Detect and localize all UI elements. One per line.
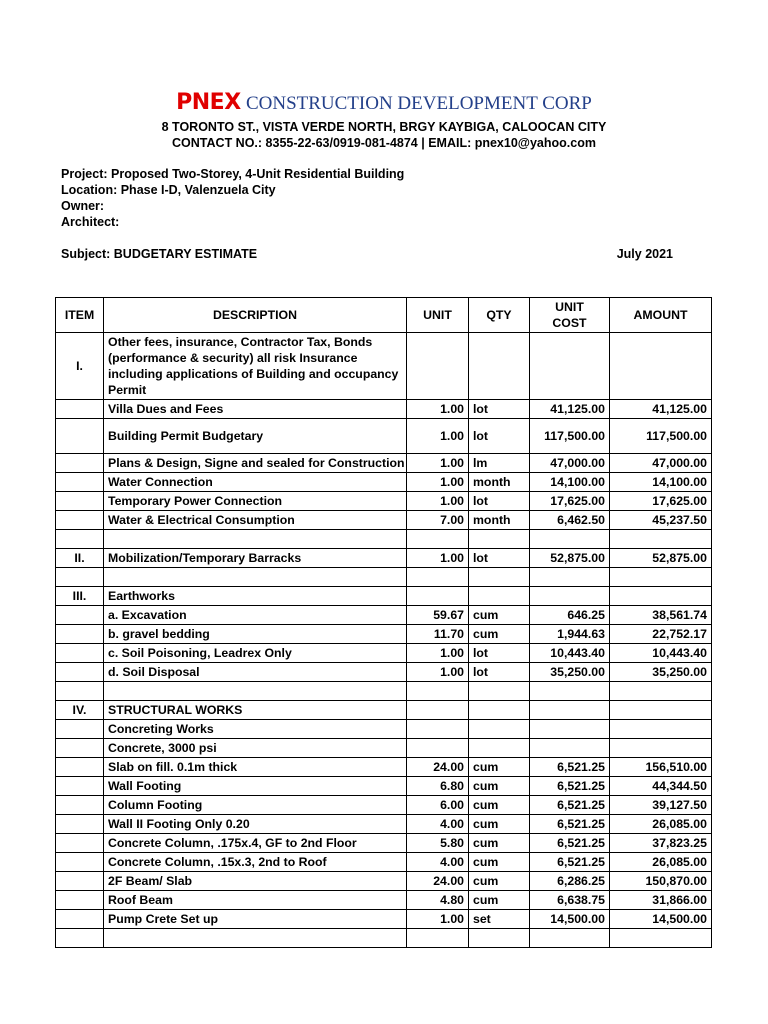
cell-unit: 24.00	[407, 758, 469, 777]
cell-item	[56, 644, 104, 663]
cell-unit-cost	[530, 739, 610, 758]
cell-amount: 44,344.50	[610, 777, 712, 796]
cell-amount: 22,752.17	[610, 625, 712, 644]
table-row	[56, 815, 712, 834]
table-row	[56, 625, 712, 644]
cell-amount: 26,085.00	[610, 853, 712, 872]
cell-amount: 37,823.25	[610, 834, 712, 853]
cell-unit-cost: 17,625.00	[530, 492, 610, 511]
table-row	[56, 419, 712, 454]
header-item: ITEM	[56, 298, 104, 333]
cell-unit-cost: 646.25	[530, 606, 610, 625]
location-line: Location: Phase I-D, Valenzuela City	[61, 183, 276, 197]
cell-unit: 1.00	[407, 473, 469, 492]
cell-qty	[469, 530, 530, 549]
cell-item: IV.	[56, 701, 104, 720]
cell-amount: 117,500.00	[610, 419, 712, 454]
cell-description: Wall Footing	[104, 777, 407, 796]
cell-description: a. Excavation	[104, 606, 407, 625]
project-info	[61, 166, 691, 230]
table-row	[56, 587, 712, 606]
cell-unit-cost: 117,500.00	[530, 419, 610, 454]
cell-unit: 7.00	[407, 511, 469, 530]
cell-description: d. Soil Disposal	[104, 663, 407, 682]
cell-unit	[407, 739, 469, 758]
subject-line: Subject: BUDGETARY ESTIMATE	[61, 247, 258, 261]
cell-qty	[469, 682, 530, 701]
cell-qty: lot	[469, 549, 530, 568]
cell-unit-cost	[530, 333, 610, 400]
table-row	[56, 834, 712, 853]
company-address: 8 TORONTO ST., VISTA VERDE NORTH, BRGY KAYBIGA, CALOOCAN CITY	[161, 120, 607, 134]
cell-description	[104, 568, 407, 587]
cell-unit: 1.00	[407, 549, 469, 568]
cell-item	[56, 929, 104, 948]
cell-item	[56, 682, 104, 701]
header-amount: AMOUNT	[610, 298, 712, 333]
cell-amount: 47,000.00	[610, 454, 712, 473]
table-row	[56, 758, 712, 777]
cell-amount	[610, 333, 712, 400]
project-line: Project: Proposed Two-Storey, 4-Unit Residential Building	[61, 167, 405, 181]
cell-amount: 14,500.00	[610, 910, 712, 929]
cell-qty: cum	[469, 625, 530, 644]
cell-item: I.	[56, 333, 104, 400]
cell-amount: 17,625.00	[610, 492, 712, 511]
cell-amount: 31,866.00	[610, 891, 712, 910]
company-name	[0, 88, 768, 119]
cell-unit-cost: 6,462.50	[530, 511, 610, 530]
cell-amount: 14,100.00	[610, 473, 712, 492]
cell-item	[56, 511, 104, 530]
cell-description: b. gravel bedding	[104, 625, 407, 644]
cell-qty: lm	[469, 454, 530, 473]
cell-description	[104, 530, 407, 549]
cell-description	[104, 929, 407, 948]
cell-qty: cum	[469, 853, 530, 872]
cell-unit: 4.00	[407, 853, 469, 872]
cell-unit-cost: 47,000.00	[530, 454, 610, 473]
cell-qty: cum	[469, 834, 530, 853]
cell-item	[56, 891, 104, 910]
cell-description: Building Permit Budgetary	[104, 419, 407, 454]
cell-unit	[407, 333, 469, 400]
cell-unit: 4.80	[407, 891, 469, 910]
cell-item	[56, 568, 104, 587]
cell-qty	[469, 720, 530, 739]
cell-description: Slab on fill. 0.1m thick	[104, 758, 407, 777]
cell-item	[56, 777, 104, 796]
subject-row	[61, 247, 673, 261]
cell-qty: lot	[469, 419, 530, 454]
cell-item: III.	[56, 587, 104, 606]
table-row	[56, 929, 712, 948]
cell-item	[56, 419, 104, 454]
cell-item	[56, 834, 104, 853]
cell-item	[56, 400, 104, 419]
cell-description: Pump Crete Set up	[104, 910, 407, 929]
cell-amount: 35,250.00	[610, 663, 712, 682]
cell-description: 2F Beam/ Slab	[104, 872, 407, 891]
cell-unit: 1.00	[407, 454, 469, 473]
cell-description: c. Soil Poisoning, Leadrex Only	[104, 644, 407, 663]
letterhead	[0, 88, 768, 151]
cell-amount	[610, 568, 712, 587]
table-row	[56, 720, 712, 739]
table-row	[56, 606, 712, 625]
owner-line: Owner:	[61, 199, 105, 213]
estimate-table	[55, 297, 712, 948]
cell-description: Concrete Column, .175x.4, GF to 2nd Floor	[104, 834, 407, 853]
table-row	[56, 530, 712, 549]
cell-qty: cum	[469, 777, 530, 796]
company-contact: CONTACT NO.: 8355-22-63/0919-081-4874 | EMAIL: pnex10@yahoo.com	[172, 136, 596, 150]
table-row	[56, 511, 712, 530]
cell-qty	[469, 587, 530, 606]
cell-description: Mobilization/Temporary Barracks	[104, 549, 407, 568]
table-row	[56, 910, 712, 929]
cell-unit-cost: 35,250.00	[530, 663, 610, 682]
cell-amount	[610, 929, 712, 948]
cell-description: Column Footing	[104, 796, 407, 815]
table-row	[56, 777, 712, 796]
cell-description: Concrete Column, .15x.3, 2nd to Roof	[104, 853, 407, 872]
cell-description: STRUCTURAL WORKS	[104, 701, 407, 720]
cell-amount: 10,443.40	[610, 644, 712, 663]
cell-unit: 4.00	[407, 815, 469, 834]
cell-qty	[469, 333, 530, 400]
cell-item	[56, 739, 104, 758]
cell-amount: 150,870.00	[610, 872, 712, 891]
cell-unit	[407, 568, 469, 587]
cell-unit: 11.70	[407, 625, 469, 644]
header-description: DESCRIPTION	[104, 298, 407, 333]
cell-unit	[407, 720, 469, 739]
cell-description: Temporary Power Connection	[104, 492, 407, 511]
cell-unit-cost	[530, 530, 610, 549]
cell-amount: 156,510.00	[610, 758, 712, 777]
table-body	[56, 333, 712, 948]
cell-qty: month	[469, 511, 530, 530]
cell-qty: cum	[469, 758, 530, 777]
cell-item	[56, 663, 104, 682]
cell-description: Water & Electrical Consumption	[104, 511, 407, 530]
cell-amount	[610, 739, 712, 758]
table-row	[56, 644, 712, 663]
table-row	[56, 739, 712, 758]
cell-item	[56, 625, 104, 644]
cell-amount	[610, 530, 712, 549]
cell-description: Concreting Works	[104, 720, 407, 739]
table-header-row	[56, 298, 712, 333]
cell-item	[56, 473, 104, 492]
cell-unit-cost: 41,125.00	[530, 400, 610, 419]
cell-unit: 59.67	[407, 606, 469, 625]
cell-unit-cost	[530, 568, 610, 587]
cell-unit: 6.80	[407, 777, 469, 796]
cell-unit-cost: 6,286.25	[530, 872, 610, 891]
cell-item	[56, 853, 104, 872]
cell-amount: 26,085.00	[610, 815, 712, 834]
cell-amount: 41,125.00	[610, 400, 712, 419]
cell-unit-cost: 6,521.25	[530, 815, 610, 834]
cell-unit: 1.00	[407, 910, 469, 929]
cell-unit: 1.00	[407, 400, 469, 419]
table-row	[56, 454, 712, 473]
cell-unit-cost: 6,521.25	[530, 758, 610, 777]
cell-qty: month	[469, 473, 530, 492]
cell-amount: 38,561.74	[610, 606, 712, 625]
cell-unit: 1.00	[407, 492, 469, 511]
cell-unit: 5.80	[407, 834, 469, 853]
cell-description: Earthworks	[104, 587, 407, 606]
cell-amount	[610, 701, 712, 720]
cell-qty: cum	[469, 796, 530, 815]
cell-qty: lot	[469, 644, 530, 663]
cell-unit-cost: 6,521.25	[530, 834, 610, 853]
header-unit: UNIT	[407, 298, 469, 333]
cell-amount	[610, 720, 712, 739]
cell-description: Roof Beam	[104, 891, 407, 910]
cell-description: Plans & Design, Signe and sealed for Construction	[104, 454, 407, 473]
cell-item	[56, 872, 104, 891]
cell-amount: 45,237.50	[610, 511, 712, 530]
company-title: CONSTRUCTION DEVELOPMENT CORP	[245, 93, 592, 114]
cell-item	[56, 492, 104, 511]
cell-unit-cost: 1,944.63	[530, 625, 610, 644]
cell-amount: 39,127.50	[610, 796, 712, 815]
cell-unit-cost: 14,100.00	[530, 473, 610, 492]
cell-description	[104, 682, 407, 701]
table-row	[56, 473, 712, 492]
table-row	[56, 492, 712, 511]
cell-item	[56, 606, 104, 625]
table-row	[56, 891, 712, 910]
cell-qty: cum	[469, 891, 530, 910]
table-row	[56, 549, 712, 568]
cell-unit-cost: 52,875.00	[530, 549, 610, 568]
cell-description: Other fees, insurance, Contractor Tax, Bonds (performance & security) all risk Insurance including applications of Building and occupancy Permit	[104, 333, 407, 400]
cell-qty	[469, 568, 530, 587]
cell-qty: lot	[469, 492, 530, 511]
cell-unit: 1.00	[407, 663, 469, 682]
cell-item	[56, 720, 104, 739]
table-row	[56, 872, 712, 891]
cell-unit: 1.00	[407, 644, 469, 663]
cell-item: II.	[56, 549, 104, 568]
cell-unit	[407, 587, 469, 606]
cell-item	[56, 815, 104, 834]
cell-unit-cost: 6,521.25	[530, 777, 610, 796]
table-row	[56, 333, 712, 400]
cell-amount: 52,875.00	[610, 549, 712, 568]
cell-unit-cost	[530, 682, 610, 701]
cell-unit	[407, 682, 469, 701]
cell-unit: 6.00	[407, 796, 469, 815]
cell-qty: lot	[469, 663, 530, 682]
cell-unit-cost: 6,638.75	[530, 891, 610, 910]
cell-description: Concrete, 3000 psi	[104, 739, 407, 758]
cell-qty: cum	[469, 815, 530, 834]
cell-item	[56, 796, 104, 815]
table-row	[56, 400, 712, 419]
cell-qty	[469, 929, 530, 948]
table-row	[56, 796, 712, 815]
cell-unit-cost: 6,521.25	[530, 853, 610, 872]
cell-qty	[469, 739, 530, 758]
cell-unit-cost: 10,443.40	[530, 644, 610, 663]
cell-amount	[610, 587, 712, 606]
table-row	[56, 701, 712, 720]
header-qty: QTY	[469, 298, 530, 333]
cell-item	[56, 454, 104, 473]
cell-unit: 24.00	[407, 872, 469, 891]
cell-unit-cost	[530, 587, 610, 606]
cell-qty: cum	[469, 872, 530, 891]
header-unit-cost: UNIT COST	[530, 298, 610, 333]
cell-unit	[407, 530, 469, 549]
cell-item	[56, 910, 104, 929]
table-row	[56, 568, 712, 587]
cell-unit-cost: 14,500.00	[530, 910, 610, 929]
cell-unit-cost	[530, 720, 610, 739]
architect-line: Architect:	[61, 215, 120, 229]
table-row	[56, 663, 712, 682]
cell-unit	[407, 929, 469, 948]
cell-item	[56, 758, 104, 777]
cell-unit	[407, 701, 469, 720]
cell-description: Wall II Footing Only 0.20	[104, 815, 407, 834]
cell-unit-cost	[530, 701, 610, 720]
table-row	[56, 682, 712, 701]
cell-item	[56, 530, 104, 549]
company-brand: PNEX	[176, 90, 241, 115]
cell-qty: set	[469, 910, 530, 929]
cell-unit-cost	[530, 929, 610, 948]
cell-unit-cost: 6,521.25	[530, 796, 610, 815]
cell-amount	[610, 682, 712, 701]
cell-qty: lot	[469, 400, 530, 419]
table-row	[56, 853, 712, 872]
cell-unit: 1.00	[407, 419, 469, 454]
estimate-date: July 2021	[616, 247, 673, 261]
cell-description: Water Connection	[104, 473, 407, 492]
cell-qty	[469, 701, 530, 720]
cell-description: Villa Dues and Fees	[104, 400, 407, 419]
cell-qty: cum	[469, 606, 530, 625]
